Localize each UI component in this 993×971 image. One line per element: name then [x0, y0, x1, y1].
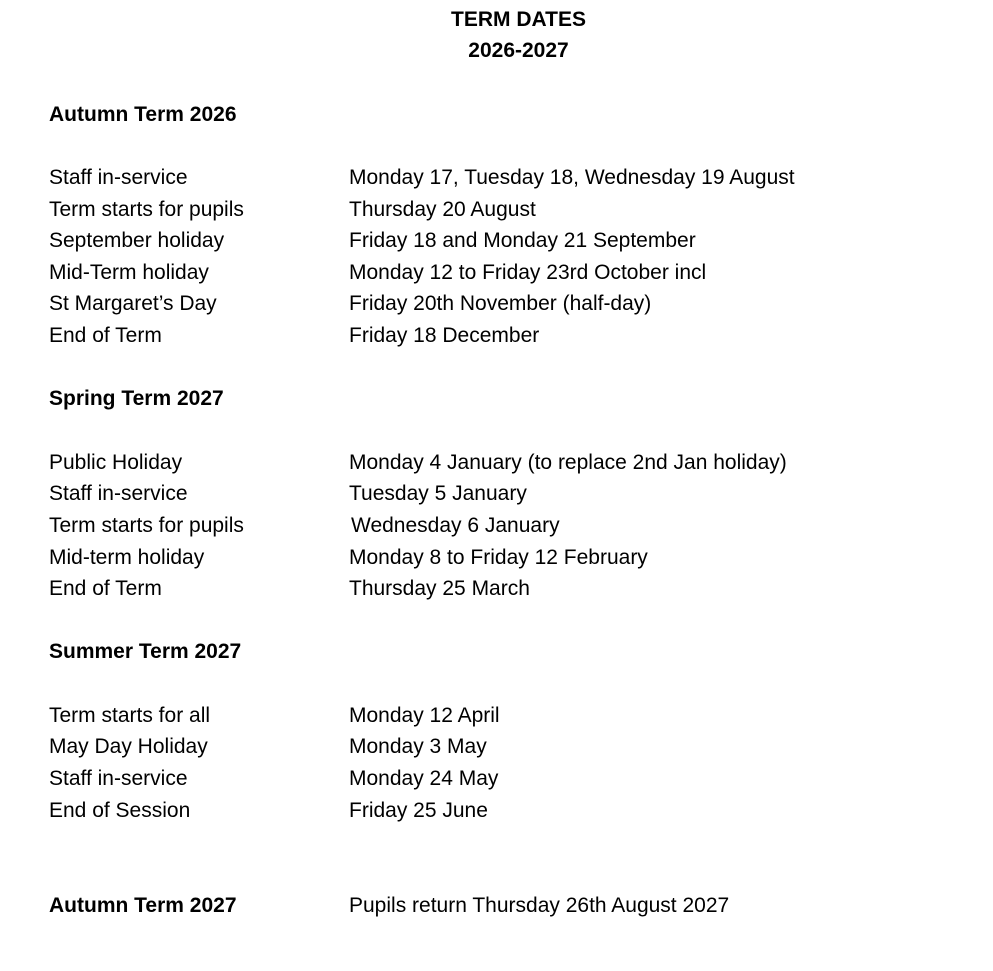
summer-row-end-of-session — [0, 799, 993, 825]
row-value: Tuesday 5 January — [349, 482, 527, 505]
row-value: Monday 3 May — [349, 735, 487, 758]
row-label: September holiday — [49, 229, 225, 252]
row-value: Friday 18 and Monday 21 September — [349, 229, 696, 252]
row-value: Monday 8 to Friday 12 February — [349, 546, 648, 569]
spring-row-staff-inservice — [0, 482, 993, 508]
row-label: Staff in-service — [49, 482, 188, 505]
summer-row-term-starts — [0, 704, 993, 730]
summer-row-may-day-holiday — [0, 735, 993, 761]
summer-term-heading: Summer Term 2027 — [49, 640, 242, 663]
autumn-row-st-margarets-day — [0, 292, 993, 318]
row-label: End of Session — [49, 799, 191, 822]
row-value: Monday 4 January (to replace 2nd Jan holiday) — [349, 451, 787, 474]
row-label: Mid-Term holiday — [49, 261, 209, 284]
autumn-term-heading: Autumn Term 2026 — [49, 103, 237, 126]
row-label: Term starts for pupils — [49, 514, 244, 537]
spring-row-public-holiday — [0, 451, 993, 477]
autumn-row-staff-inservice — [0, 166, 993, 192]
row-label: End of Term — [49, 577, 162, 600]
autumn-row-end-of-term — [0, 324, 993, 350]
row-label: Staff in-service — [49, 767, 188, 790]
row-value: Monday 24 May — [349, 767, 499, 790]
row-label: Mid-term holiday — [49, 546, 205, 569]
document-title: TERM DATES — [451, 8, 586, 31]
next-autumn-value: Pupils return Thursday 26th August 2027 — [349, 894, 730, 917]
next-autumn-row — [0, 894, 993, 920]
next-autumn-heading: Autumn Term 2027 — [49, 894, 237, 917]
autumn-row-september-holiday — [0, 229, 993, 255]
row-value: Monday 12 April — [349, 704, 500, 727]
row-label: Staff in-service — [49, 166, 188, 189]
row-label: End of Term — [49, 324, 162, 347]
row-value: Monday 17, Tuesday 18, Wednesday 19 August — [349, 166, 795, 189]
row-label: Public Holiday — [49, 451, 183, 474]
spring-row-term-starts — [0, 514, 993, 540]
row-value: Friday 25 June — [349, 799, 488, 822]
summer-row-staff-inservice — [0, 767, 993, 793]
row-value: Thursday 25 March — [349, 577, 530, 600]
row-value: Friday 18 December — [349, 324, 540, 347]
document-year: 2026-2027 — [468, 39, 569, 62]
row-value: Friday 20th November (half-day) — [349, 292, 652, 315]
spring-row-end-of-term — [0, 577, 993, 603]
row-value: Wednesday 6 January — [351, 514, 560, 537]
row-label: Term starts for pupils — [49, 198, 244, 221]
spring-row-mid-term-holiday — [0, 546, 993, 572]
row-label: Term starts for all — [49, 704, 211, 727]
autumn-row-mid-term-holiday — [0, 261, 993, 287]
row-label: May Day Holiday — [49, 735, 208, 758]
spring-term-heading: Spring Term 2027 — [49, 387, 224, 410]
row-value: Monday 12 to Friday 23rd October incl — [349, 261, 707, 284]
autumn-row-term-starts — [0, 198, 993, 224]
row-value: Thursday 20 August — [349, 198, 536, 221]
row-label: St Margaret’s Day — [49, 292, 217, 315]
